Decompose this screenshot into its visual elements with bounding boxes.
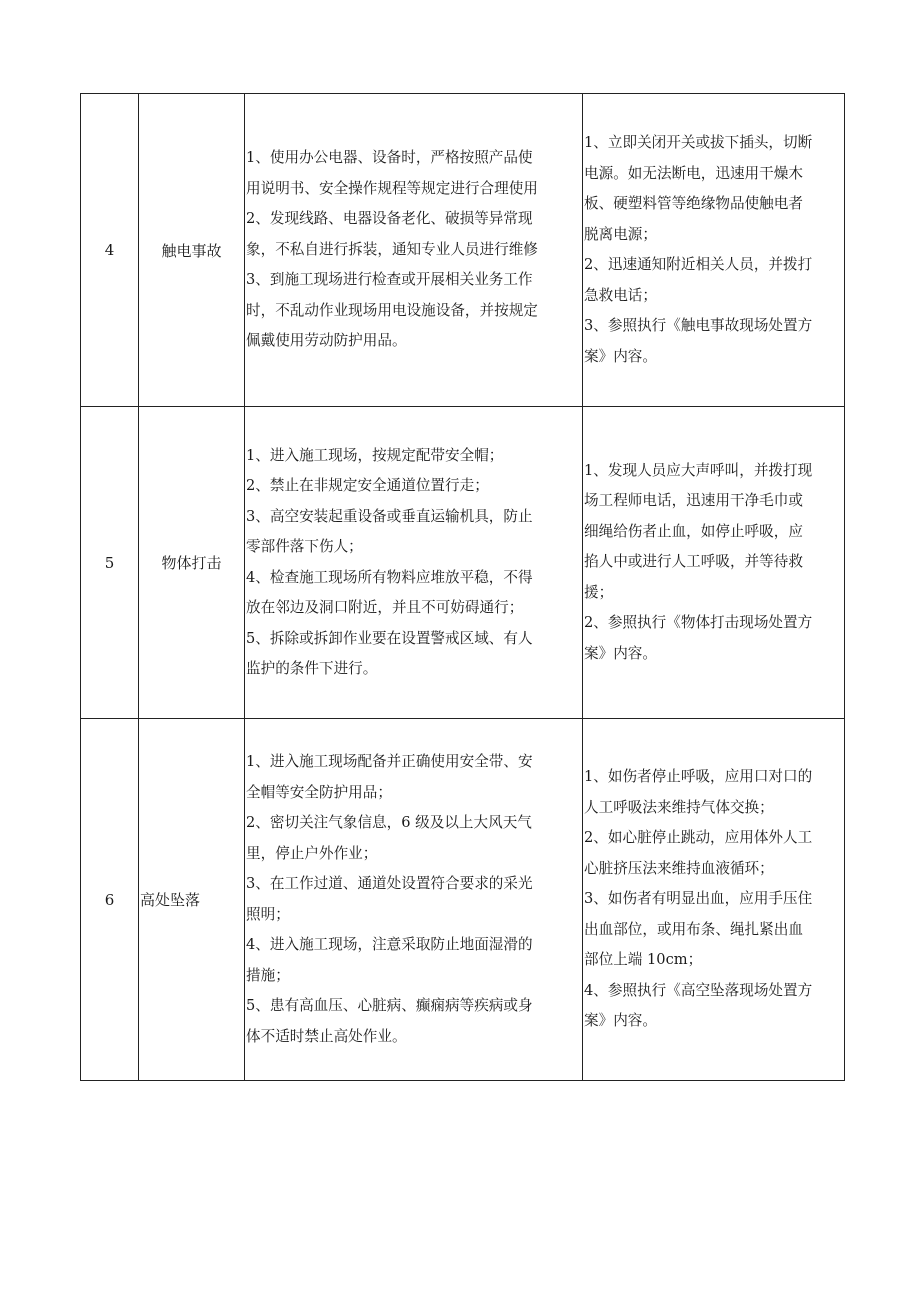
prevention-line: 5、患有高血压、心脏病、癫痫病等疾病或身 [246, 997, 533, 1014]
hazard-table [80, 93, 845, 1081]
table-row [81, 407, 845, 719]
response-line: 1、如伤者停止呼吸，应用口对口的 [584, 768, 813, 786]
response-line: 4、参照执行《高空坠落现场处置方 [584, 981, 813, 999]
response-line: 援； [584, 583, 614, 601]
prevention-measures [245, 94, 583, 407]
table-row [81, 719, 845, 1081]
accident-type: 高处坠落 [139, 719, 245, 1081]
response-line: 脱离电源； [584, 225, 657, 243]
emergency-response [583, 407, 845, 719]
prevention-line: 零部件落下伤人； [246, 538, 363, 555]
response-line: 2、迅速通知附近相关人员，并拨打 [584, 256, 813, 273]
response-line: 出血部位，或用布条、绳扎紧出血 [584, 920, 803, 938]
row-number: 4 [81, 94, 139, 407]
response-line: 案》内容。 [584, 347, 657, 365]
response-line: 板、硬塑料管等绝缘物品使触电者 [584, 195, 803, 212]
response-line: 心脏挤压法来维持血液循环； [584, 859, 774, 877]
prevention-line: 1、进入施工现场配备并正确使用安全带、安 [246, 753, 533, 770]
response-line: 3、参照执行《触电事故现场处置方 [584, 317, 813, 334]
response-line: 人工呼吸法来维持气体交换； [584, 798, 774, 816]
accident-type: 触电事故 [139, 94, 245, 407]
row-number: 6 [81, 719, 139, 1081]
accident-type: 物体打击 [139, 407, 245, 719]
prevention-line: 措施； [246, 966, 290, 984]
response-line: 急救电话； [584, 286, 657, 304]
prevention-line: 体不适时禁止高处作业。 [246, 1027, 407, 1045]
response-line: 1、立即关闭开关或拔下插头，切断 [584, 134, 813, 151]
response-line: 案》内容。 [584, 644, 657, 662]
response-line: 细绳给伤者止血，如停止呼吸，应 [584, 522, 803, 540]
prevention-line: 照明； [246, 905, 290, 923]
prevention-line: 2、发现线路、电器设备老化、破损等异常现 [246, 210, 533, 228]
response-line: 场工程师电话，迅速用干净毛巾或 [584, 492, 803, 510]
row-number: 5 [81, 407, 139, 719]
prevention-line: 3、在工作过道、通道处设置符合要求的采光 [246, 875, 533, 892]
prevention-line: 3、高空安装起重设备或垂直运输机具，防止 [246, 507, 533, 525]
table-row [81, 94, 845, 407]
prevention-line: 用说明书、安全操作规程等规定进行合理使用 [246, 179, 538, 197]
prevention-measures [245, 719, 583, 1081]
prevention-line: 全帽等安全防护用品； [246, 783, 392, 801]
emergency-response [583, 719, 845, 1081]
response-line: 3、如伤者有明显出血，应用手压住 [584, 890, 813, 908]
prevention-line: 2、密切关注气象信息，6 级及以上大风天气 [246, 814, 532, 831]
prevention-line: 时，不乱动作业现场用电设施设备，并按规定 [246, 301, 538, 319]
prevention-line: 3、到施工现场进行检查或开展相关业务工作 [246, 271, 533, 289]
prevention-line: 4、进入施工现场，注意采取防止地面湿滑的 [246, 936, 533, 953]
prevention-line: 4、检查施工现场所有物料应堆放平稳，不得 [246, 568, 533, 586]
response-line: 电源。如无法断电，迅速用干燥木 [584, 164, 803, 182]
response-line: 2、参照执行《物体打击现场处置方 [584, 614, 813, 632]
response-line: 1、发现人员应大声呼叫，并拨打现 [584, 461, 813, 479]
response-line: 掐人中或进行人工呼吸，并等待救 [584, 553, 803, 571]
prevention-line: 2、禁止在非规定安全通道位置行走； [246, 477, 489, 494]
prevention-measures [245, 407, 583, 719]
prevention-line: 5、拆除或拆卸作业要在设置警戒区域、有人 [246, 629, 533, 647]
response-line: 2、如心脏停止跳动，应用体外人工 [584, 829, 813, 847]
prevention-line: 监护的条件下进行。 [246, 660, 378, 677]
prevention-line: 放在邻边及洞口附近，并且不可妨碍通行； [246, 599, 524, 616]
prevention-line: 象，不私自进行拆装，通知专业人员进行维修 [246, 240, 538, 258]
prevention-line: 里，停止户外作业； [246, 844, 378, 862]
prevention-line: 1、进入施工现场，按规定配带安全帽； [246, 446, 504, 464]
response-line: 部位上端 10cm； [584, 951, 703, 969]
prevention-line: 1、使用办公电器、设备时，严格按照产品使 [246, 149, 533, 167]
response-line: 案》内容。 [584, 1012, 657, 1030]
prevention-line: 佩戴使用劳动防护用品。 [246, 332, 407, 350]
emergency-response [583, 94, 845, 407]
